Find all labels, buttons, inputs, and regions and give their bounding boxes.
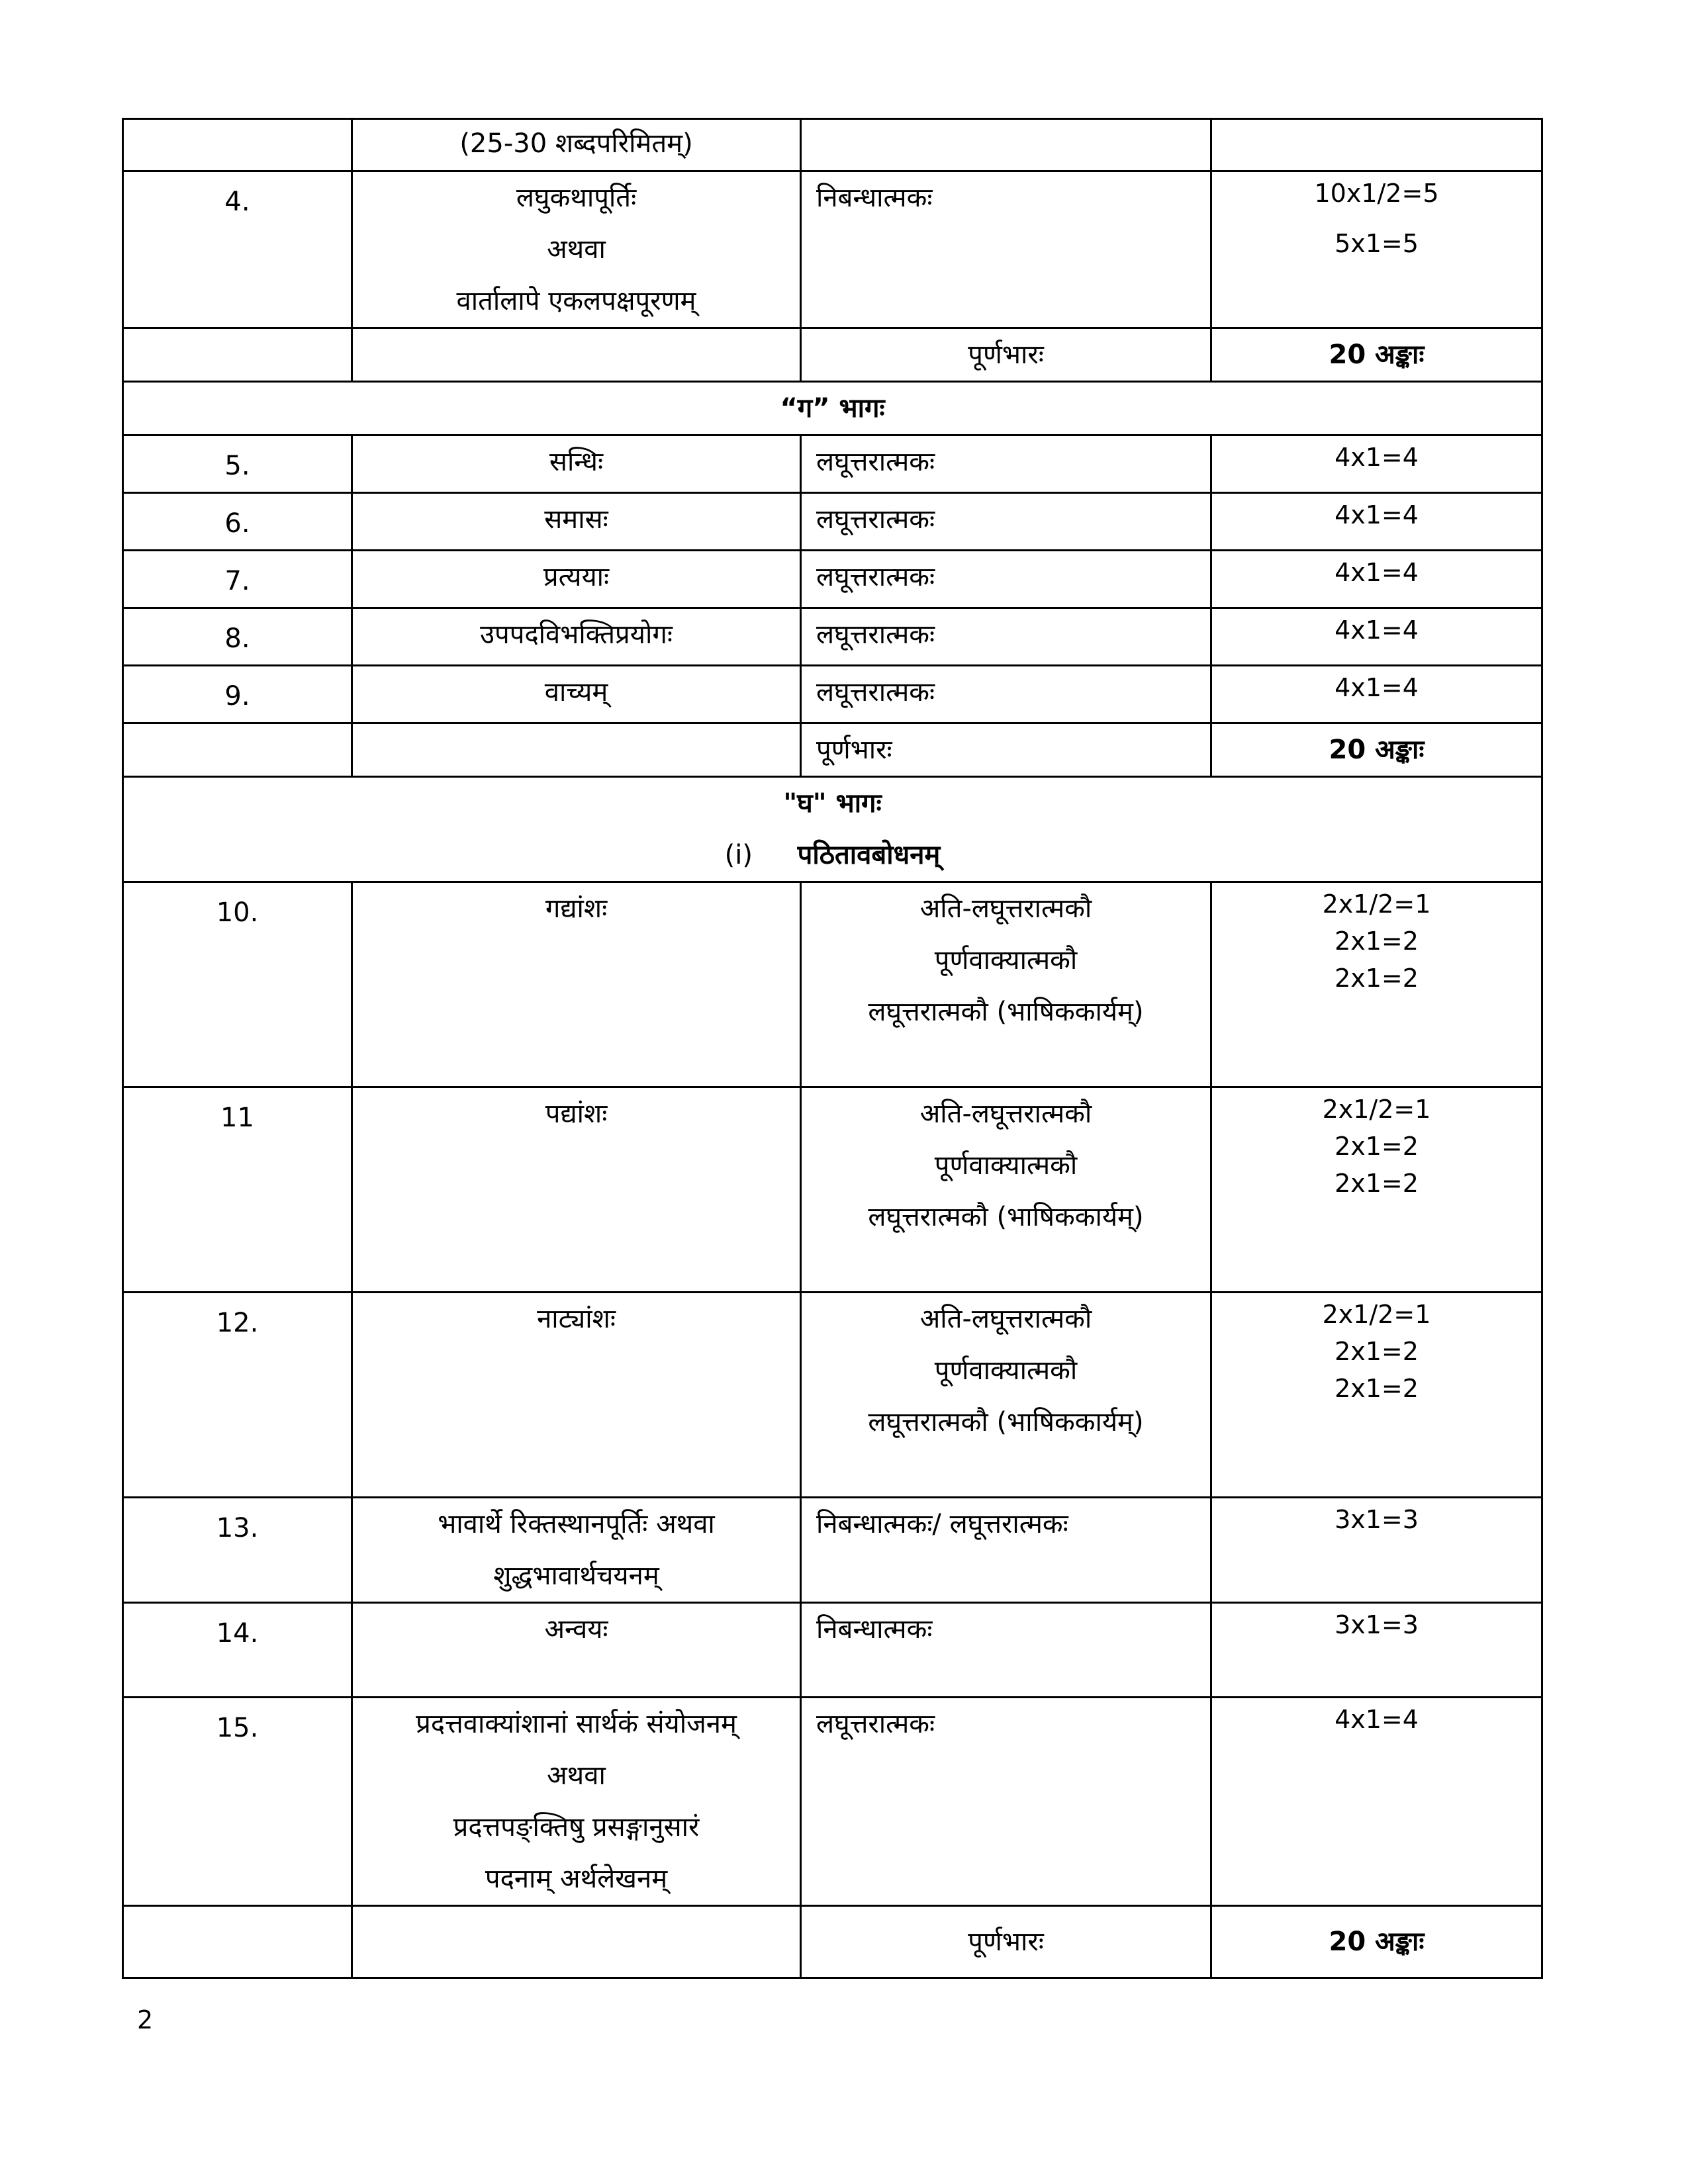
- subsection-number: (i): [724, 840, 753, 870]
- marks-cell: [1211, 171, 1542, 328]
- marks-cell: [1211, 1087, 1542, 1293]
- type-line: अति-लघूत्तरात्मकौ: [919, 1304, 1092, 1334]
- marks-line: 2x1=2: [1335, 1337, 1419, 1366]
- total-label: पूर्णभारः: [801, 723, 1211, 777]
- question-type: लघूत्तरात्मकः: [801, 493, 1211, 551]
- question-number: 4.: [123, 171, 352, 328]
- marks-line: 2x1/2=1: [1322, 889, 1431, 919]
- question-number: 14.: [123, 1603, 352, 1698]
- total-marks: 20 अङ्काः: [1211, 1906, 1542, 1978]
- question-number: 5.: [123, 435, 352, 493]
- page-number: 2: [137, 2005, 154, 2034]
- section-heading-row: [123, 382, 1542, 435]
- topic-cell: [352, 1603, 801, 1698]
- question-type: [801, 1293, 1211, 1498]
- table-row: [123, 1698, 1542, 1906]
- question-number: 12.: [123, 1293, 352, 1498]
- marks-cell: 3x1=3: [1211, 1603, 1542, 1698]
- topic-cell: समासः: [352, 493, 801, 551]
- word-limit-text: (25-30 शब्दपरिमितम्): [459, 128, 693, 159]
- total-marks: 20 अङ्काः: [1211, 723, 1542, 777]
- type-line: पूर्णवाक्यात्मकौ: [934, 1150, 1078, 1181]
- table-row: [123, 608, 1542, 666]
- marks-cell: 4x1=4: [1211, 666, 1542, 723]
- type-line: लघूत्तरात्मकौ (भाषिककार्यम्): [868, 997, 1144, 1027]
- question-number: 10.: [123, 882, 352, 1087]
- topic-line: वार्तालापे एकलपक्षपूरणम्: [456, 286, 696, 316]
- total-row: [123, 723, 1542, 777]
- type-line: अति-लघूत्तरात्मकौ: [919, 1099, 1092, 1129]
- marks-line: 2x1/2=1: [1322, 1300, 1431, 1329]
- marks-line: 2x1=2: [1335, 1169, 1419, 1198]
- type-line: लघूत्तरात्मकौ (भाषिककार्यम्): [868, 1202, 1144, 1232]
- marks-cell: 4x1=4: [1211, 1698, 1542, 1906]
- marks-line: 2x1=2: [1335, 964, 1419, 993]
- marks-blueprint-table: [122, 118, 1543, 1979]
- question-number: 11: [123, 1087, 352, 1293]
- topic-cell: उपपदविभक्तिप्रयोगः: [352, 608, 801, 666]
- question-number: 13.: [123, 1498, 352, 1603]
- marks-line: 2x1=2: [1335, 1132, 1419, 1161]
- marks-line: 5x1=5: [1335, 229, 1419, 258]
- marks-line: 2x1=2: [1335, 1374, 1419, 1403]
- total-label: पूर्णभारः: [801, 328, 1211, 382]
- question-type: निबन्धात्मकः: [801, 171, 1211, 328]
- type-line: अति-लघूत्तरात्मकौ: [919, 893, 1092, 924]
- section-heading-row: [123, 777, 1542, 882]
- question-number: 9.: [123, 666, 352, 723]
- table-row: [123, 119, 1542, 171]
- question-type: लघूत्तरात्मकः: [801, 1698, 1211, 1906]
- table-row: [123, 435, 1542, 493]
- topic-cell: [352, 119, 801, 171]
- total-row: [123, 1906, 1542, 1978]
- section-title: "घ" भागः: [783, 788, 882, 819]
- subsection-title: [124, 829, 1541, 881]
- section-title: “ग” भागः: [123, 382, 1542, 435]
- total-marks: 20 अङ्काः: [1211, 328, 1542, 382]
- marks-cell: 4x1=4: [1211, 435, 1542, 493]
- question-type: लघूत्तरात्मकः: [801, 608, 1211, 666]
- marks-cell: 4x1=4: [1211, 493, 1542, 551]
- marks-line: 2x1=2: [1335, 927, 1419, 956]
- marks-line: 2x1/2=1: [1322, 1095, 1431, 1124]
- topic-line: पदनाम् अर्थलेखनम्: [485, 1864, 668, 1894]
- total-label: पूर्णभारः: [801, 1906, 1211, 1978]
- table-row: [123, 1603, 1542, 1698]
- table-row: [123, 493, 1542, 551]
- topic-cell: गद्यांशः: [352, 882, 801, 1087]
- topic-line: लघुकथापूर्तिः: [516, 183, 637, 213]
- marks-cell: [1211, 882, 1542, 1087]
- topic-cell: सन्धिः: [352, 435, 801, 493]
- marks-cell: 4x1=4: [1211, 608, 1542, 666]
- question-type: लघूत्तरात्मकः: [801, 435, 1211, 493]
- marks-line: 10x1/2=5: [1314, 179, 1439, 208]
- table-row: [123, 666, 1542, 723]
- question-number: 8.: [123, 608, 352, 666]
- topic-cell: वाच्यम्: [352, 666, 801, 723]
- table-row: [123, 171, 1542, 328]
- topic-cell: [352, 1498, 801, 1603]
- table-row: [123, 882, 1542, 1087]
- topic-cell: प्रत्ययाः: [352, 551, 801, 608]
- question-type: निबन्धात्मकः/ लघूत्तरात्मकः: [801, 1498, 1211, 1603]
- table-row: [123, 1498, 1542, 1603]
- marks-cell: [1211, 1293, 1542, 1498]
- table-row: [123, 1087, 1542, 1293]
- topic-cell: [352, 171, 801, 328]
- topic-line: अन्वयः: [544, 1614, 608, 1645]
- total-row: [123, 328, 1542, 382]
- topic-line: अथवा: [547, 234, 606, 265]
- topic-line: भावार्थे रिक्तस्थानपूर्तिः अथवा: [438, 1509, 715, 1539]
- type-line: लघूत्तरात्मकौ (भाषिककार्यम्): [868, 1407, 1144, 1437]
- question-type: लघूत्तरात्मकः: [801, 666, 1211, 723]
- topic-cell: पद्यांशः: [352, 1087, 801, 1293]
- table-row: [123, 1293, 1542, 1498]
- question-type: [801, 882, 1211, 1087]
- topic-cell: [352, 1698, 801, 1906]
- topic-line: अथवा: [547, 1760, 606, 1791]
- table-row: [123, 551, 1542, 608]
- topic-cell: नाट्यांशः: [352, 1293, 801, 1498]
- question-type: [801, 1087, 1211, 1293]
- question-type: निबन्धात्मकः: [801, 1603, 1211, 1698]
- question-number: 6.: [123, 493, 352, 551]
- question-number: 15.: [123, 1698, 352, 1906]
- type-line: पूर्णवाक्यात्मकौ: [934, 945, 1078, 976]
- question-number: 7.: [123, 551, 352, 608]
- topic-line: प्रदत्तपङ्क्तिषु प्रसङ्गानुसारं: [453, 1812, 700, 1843]
- question-type: लघूत्तरात्मकः: [801, 551, 1211, 608]
- marks-cell: 3x1=3: [1211, 1498, 1542, 1603]
- marks-cell: 4x1=4: [1211, 551, 1542, 608]
- subsection-label: पठितावबोधनम्: [797, 840, 941, 870]
- topic-line: शुद्धभावार्थचयनम्: [493, 1561, 659, 1591]
- type-line: पूर्णवाक्यात्मकौ: [934, 1355, 1078, 1386]
- topic-line: प्रदत्तवाक्यांशानां सार्थकं संयोजनम्: [416, 1709, 737, 1739]
